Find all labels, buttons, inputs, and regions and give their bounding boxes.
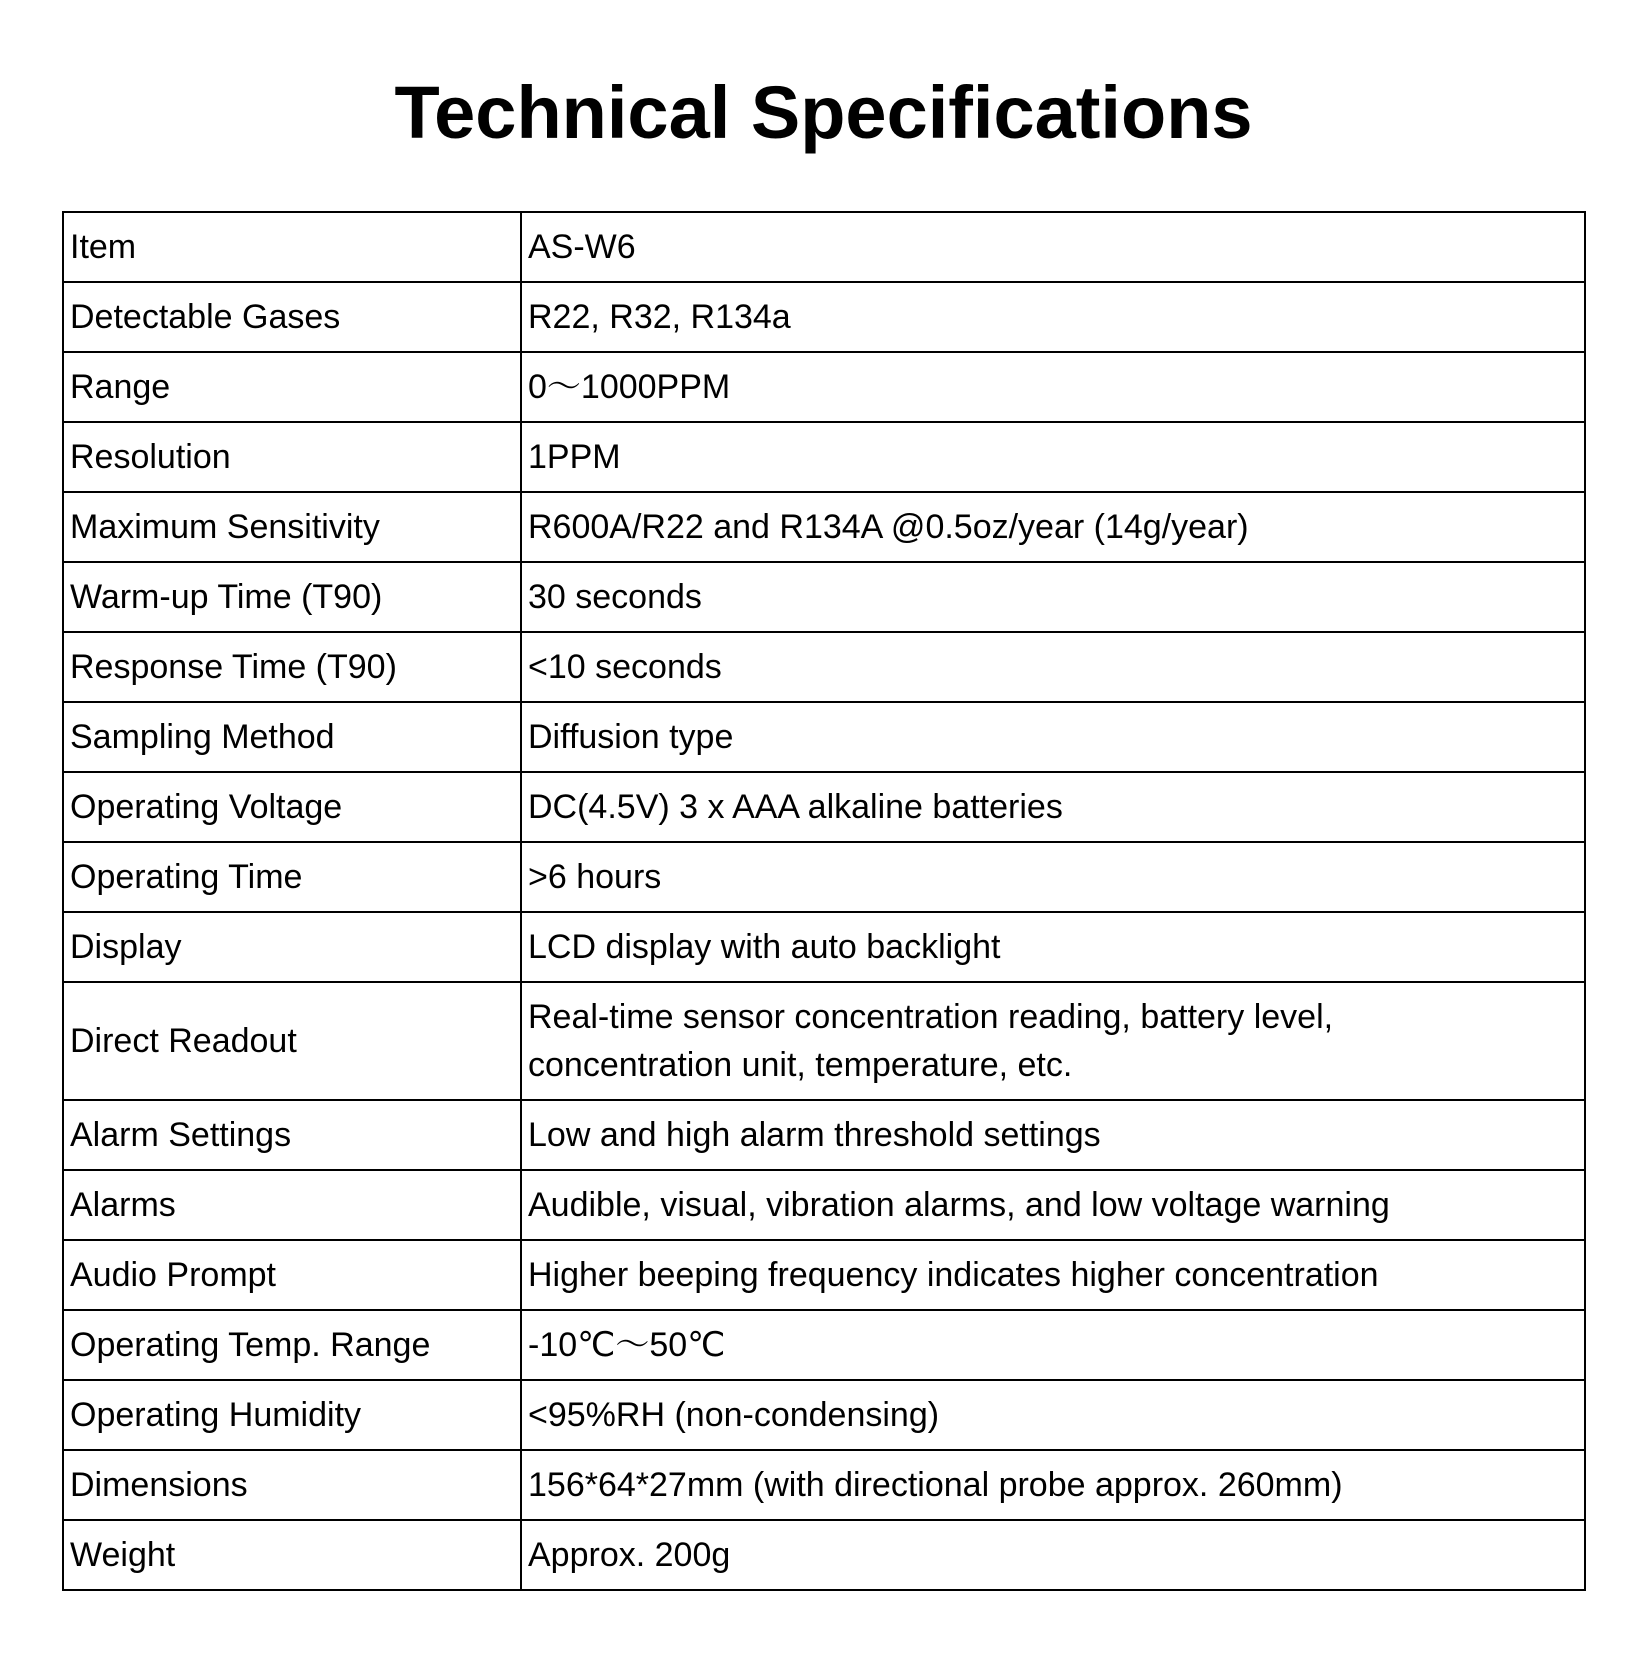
- table-row: [63, 1240, 1585, 1310]
- table-row: [63, 1450, 1585, 1520]
- table-row: [63, 632, 1585, 702]
- table-row: [63, 1520, 1585, 1590]
- spec-value-line: concentration unit, temperature, etc.: [528, 1046, 1073, 1084]
- spec-value-line: Real-time sensor concentration reading, battery level,: [528, 998, 1334, 1036]
- table-row: [63, 842, 1585, 912]
- spec-value: R22, R32, R134a: [521, 282, 1585, 352]
- spec-label: Operating Temp. Range: [63, 1310, 521, 1380]
- spec-label: Direct Readout: [63, 982, 521, 1100]
- spec-value: Approx. 200g: [521, 1520, 1585, 1590]
- table-row: [63, 492, 1585, 562]
- table-row: [63, 1170, 1585, 1240]
- spec-label: Resolution: [63, 422, 521, 492]
- spec-value: 156*64*27mm (with directional probe approx. 260mm): [521, 1450, 1585, 1520]
- spec-value: AS-W6: [521, 212, 1585, 282]
- spec-value: >6 hours: [521, 842, 1585, 912]
- spec-label: Warm-up Time (T90): [63, 562, 521, 632]
- table-row: [63, 352, 1585, 422]
- spec-label: Alarms: [63, 1170, 521, 1240]
- spec-value: 30 seconds: [521, 562, 1585, 632]
- spec-value: Higher beeping frequency indicates higher concentration: [521, 1240, 1585, 1310]
- table-row: [63, 912, 1585, 982]
- spec-label: Maximum Sensitivity: [63, 492, 521, 562]
- spec-value: 1PPM: [521, 422, 1585, 492]
- table-row: [63, 1380, 1585, 1450]
- spec-value: Audible, visual, vibration alarms, and low voltage warning: [521, 1170, 1585, 1240]
- spec-value: [521, 982, 1585, 1100]
- spec-value: 0～1000PPM: [521, 352, 1585, 422]
- spec-label: Detectable Gases: [63, 282, 521, 352]
- spec-label: Display: [63, 912, 521, 982]
- page-title: Technical Specifications: [394, 71, 1253, 154]
- spec-value: DC(4.5V) 3 x AAA alkaline batteries: [521, 772, 1585, 842]
- spec-label: Response Time (T90): [63, 632, 521, 702]
- table-row: [63, 1310, 1585, 1380]
- table-row: [63, 562, 1585, 632]
- spec-value: Diffusion type: [521, 702, 1585, 772]
- table-row: [63, 702, 1585, 772]
- spec-label: Operating Time: [63, 842, 521, 912]
- spec-label: Sampling Method: [63, 702, 521, 772]
- spec-value: <95%RH (non-condensing): [521, 1380, 1585, 1450]
- spec-label: Item: [63, 212, 521, 282]
- spec-table: [62, 211, 1586, 1591]
- spec-label: Dimensions: [63, 1450, 521, 1520]
- table-row: [63, 982, 1585, 1100]
- spec-label: Audio Prompt: [63, 1240, 521, 1310]
- spec-label: Alarm Settings: [63, 1100, 521, 1170]
- table-row: [63, 1100, 1585, 1170]
- spec-value: Low and high alarm threshold settings: [521, 1100, 1585, 1170]
- spec-value: <10 seconds: [521, 632, 1585, 702]
- spec-value: -10℃～50℃: [521, 1310, 1585, 1380]
- table-row: [63, 422, 1585, 492]
- spec-label: Weight: [63, 1520, 521, 1590]
- spec-value: LCD display with auto backlight: [521, 912, 1585, 982]
- spec-value: R600A/R22 and R134A @0.5oz/year (14g/year): [521, 492, 1585, 562]
- spec-label: Operating Voltage: [63, 772, 521, 842]
- table-row: [63, 772, 1585, 842]
- table-row: [63, 282, 1585, 352]
- spec-label: Operating Humidity: [63, 1380, 521, 1450]
- spec-label: Range: [63, 352, 521, 422]
- table-row: [63, 212, 1585, 282]
